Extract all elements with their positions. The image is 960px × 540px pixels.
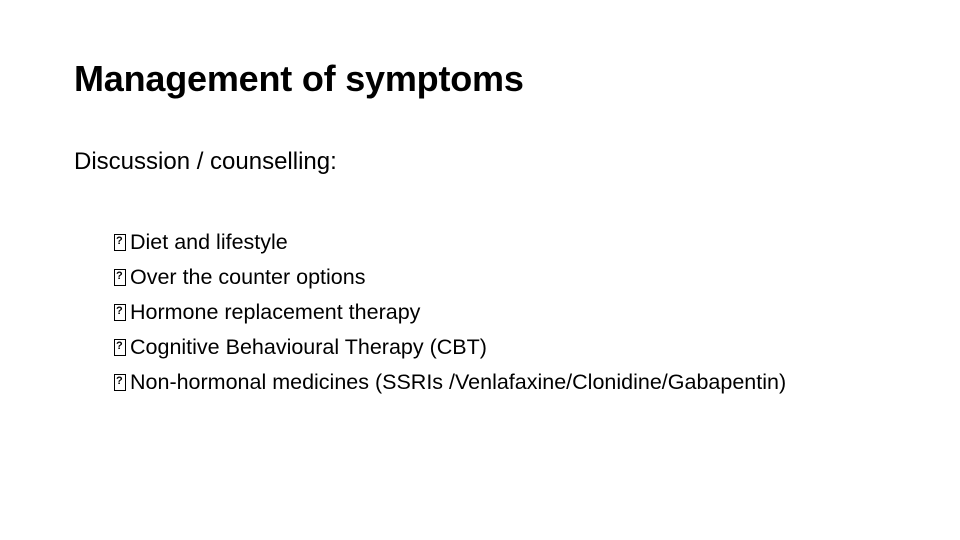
list-item-text: Hormone replacement therapy <box>130 300 421 324</box>
list-item <box>114 298 786 333</box>
list-item <box>114 263 786 298</box>
missing-glyph-icon <box>114 374 126 391</box>
list-item-text: Cognitive Behavioural Therapy (CBT) <box>130 335 487 359</box>
missing-glyph-icon <box>114 234 126 251</box>
missing-glyph-icon <box>114 269 126 286</box>
list-item-text: Diet and lifestyle <box>130 230 288 254</box>
list-item-text: Over the counter options <box>130 265 366 289</box>
list-item <box>114 228 786 263</box>
list-item <box>114 333 786 368</box>
slide-title: Management of symptoms <box>74 58 524 99</box>
list-item <box>114 368 786 403</box>
slide-subtitle: Discussion / counselling: <box>74 148 337 175</box>
list-item-text: Non-hormonal medicines (SSRIs /Venlafaxine/Clonidine/Gabapentin) <box>130 370 787 394</box>
missing-glyph-icon <box>114 304 126 321</box>
bullet-list <box>114 228 786 403</box>
missing-glyph-icon <box>114 339 126 356</box>
